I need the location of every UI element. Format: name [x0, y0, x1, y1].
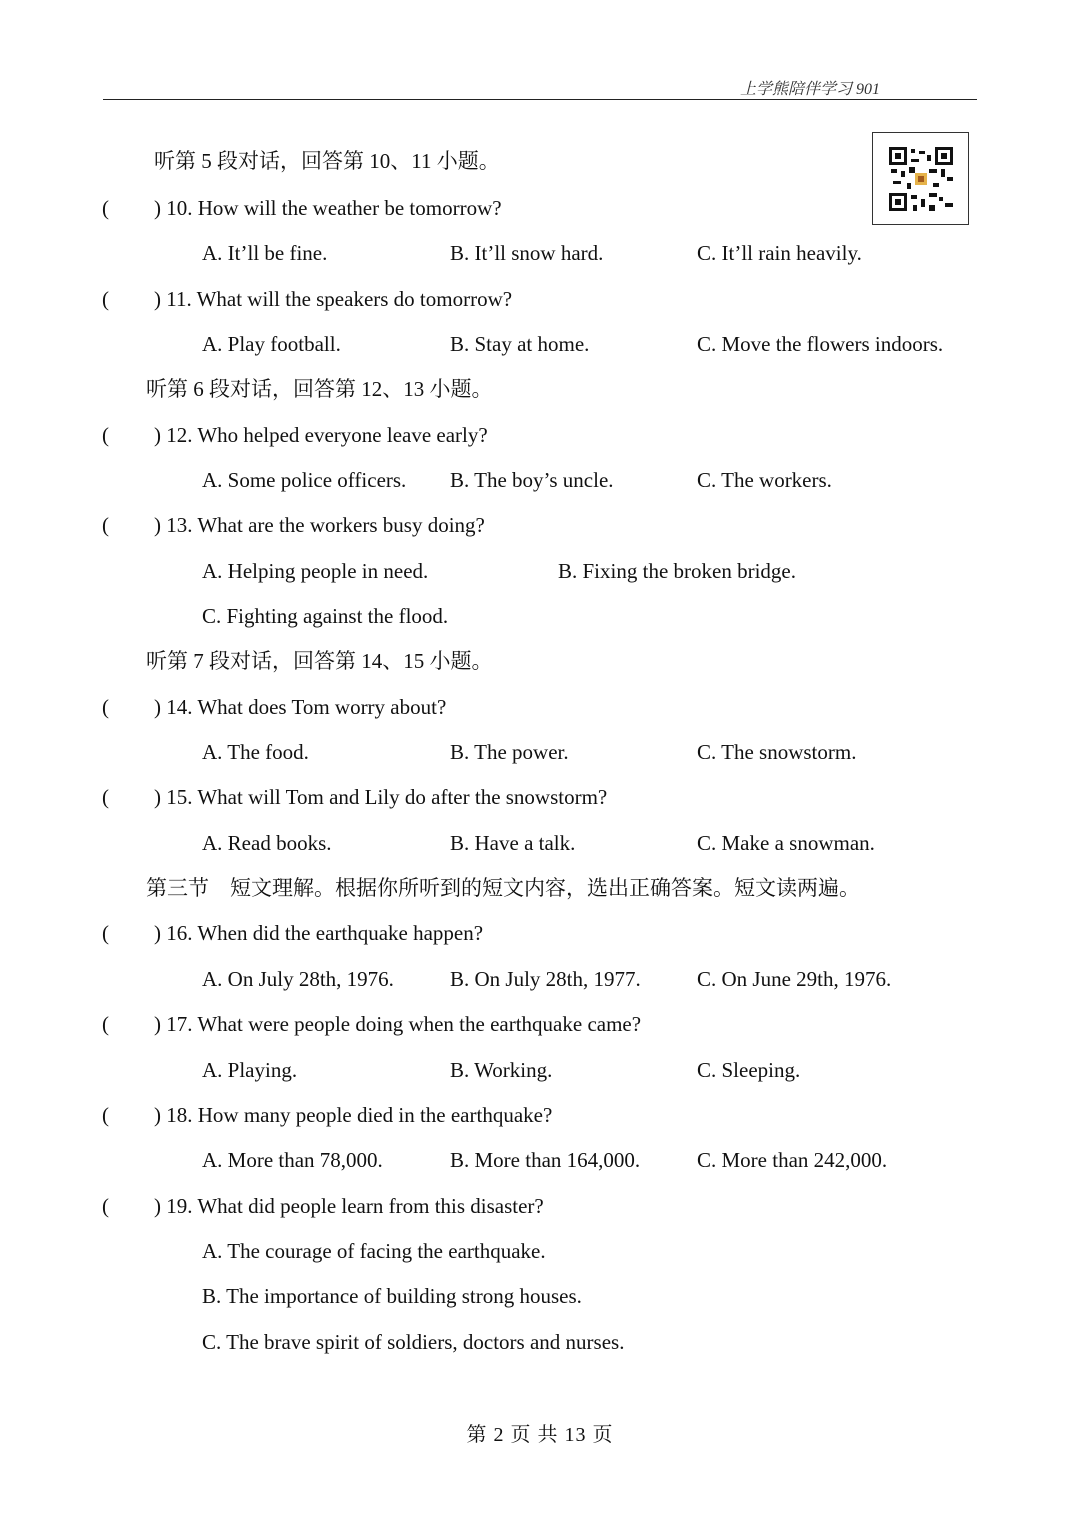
options-14: [0, 737, 1080, 767]
option-b: B. Stay at home.: [450, 332, 590, 356]
question-text: ) 16. When did the earthquake happen?: [154, 921, 484, 945]
answer-blank[interactable]: (: [102, 1103, 109, 1127]
option-b: B. Have a talk.: [450, 831, 576, 855]
option-c: C. The snowstorm.: [697, 740, 857, 764]
option-a: A. Play football.: [202, 332, 341, 356]
options-19-c: [0, 1327, 1080, 1357]
option-c: C. It’ll rain heavily.: [697, 241, 862, 265]
option-a: A. Playing.: [202, 1058, 298, 1082]
option-c: C. Make a snowman.: [697, 831, 875, 855]
question-16: [0, 918, 1080, 948]
question-text: ) 10. How will the weather be tomorrow?: [154, 196, 502, 220]
option-a: A. On July 28th, 1976.: [202, 967, 394, 991]
section-5-title: 听第 5 段对话，回答第 10、11 小题。: [154, 149, 500, 173]
option-a: A. Helping people in need.: [202, 559, 429, 583]
question-12: [0, 420, 1080, 450]
option-b: B. On July 28th, 1977.: [450, 967, 641, 991]
answer-blank[interactable]: (: [102, 513, 109, 537]
question-text: ) 14. What does Tom worry about?: [154, 695, 447, 719]
options-16: [0, 964, 1080, 994]
options-10: [0, 238, 1080, 268]
section-6-title: 听第 6 段对话，回答第 12、13 小题。: [146, 377, 493, 401]
option-c: C. On June 29th, 1976.: [697, 967, 892, 991]
answer-blank[interactable]: (: [102, 423, 109, 447]
option-c: C. The brave spirit of soldiers, doctors and nurses.: [202, 1330, 625, 1354]
section-heading-7: [0, 646, 1080, 676]
page-number: 第 2 页 共 13 页: [466, 1424, 614, 1446]
option-c: C. More than 242,000.: [697, 1148, 888, 1172]
option-c: C. Sleeping.: [697, 1058, 801, 1082]
option-a: A. It’ll be fine.: [202, 241, 328, 265]
question-11: [0, 284, 1080, 314]
answer-blank[interactable]: (: [102, 785, 109, 809]
options-19-a: [0, 1236, 1080, 1266]
option-b: B. Fixing the broken bridge.: [558, 559, 796, 583]
option-a: A. Read books.: [202, 831, 332, 855]
option-c: C. Fighting against the flood.: [202, 604, 449, 628]
question-17: [0, 1009, 1080, 1039]
options-13-c: [0, 601, 1080, 631]
question-14: [0, 692, 1080, 722]
answer-blank[interactable]: (: [102, 1194, 109, 1218]
options-12: [0, 465, 1080, 495]
options-19-b: [0, 1281, 1080, 1311]
page-header: 上学熊陪伴学习 901: [740, 81, 881, 98]
option-a: A. More than 78,000.: [202, 1148, 383, 1172]
option-b: B. The boy’s uncle.: [450, 468, 614, 492]
question-19: [0, 1191, 1080, 1221]
header-divider: [103, 99, 977, 100]
option-b: B. It’ll snow hard.: [450, 241, 604, 265]
option-b: B. The power.: [450, 740, 569, 764]
option-c: C. Move the flowers indoors.: [697, 332, 944, 356]
option-b: B. More than 164,000.: [450, 1148, 641, 1172]
question-13: [0, 510, 1080, 540]
option-b: B. The importance of building strong houses.: [202, 1284, 582, 1308]
options-11: [0, 329, 1080, 359]
options-18: [0, 1145, 1080, 1175]
option-c: C. The workers.: [697, 468, 832, 492]
question-text: ) 18. How many people died in the earthquake?: [154, 1103, 553, 1127]
answer-blank[interactable]: (: [102, 287, 109, 311]
question-10: [0, 193, 1080, 223]
answer-blank[interactable]: (: [102, 1012, 109, 1036]
answer-blank[interactable]: (: [102, 921, 109, 945]
question-text: ) 19. What did people learn from this disaster?: [154, 1194, 544, 1218]
question-18: [0, 1100, 1080, 1130]
option-b: B. Working.: [450, 1058, 553, 1082]
question-text: ) 15. What will Tom and Lily do after the snowstorm?: [154, 785, 608, 809]
question-text: ) 17. What were people doing when the earthquake came?: [154, 1012, 642, 1036]
option-a: A. The courage of facing the earthquake.: [202, 1239, 546, 1263]
option-a: A. Some police officers.: [202, 468, 407, 492]
section-heading-6: [0, 374, 1080, 404]
section-3-title: 第三节 短文理解。根据你所听到的短文内容，选出正确答案。短文读两遍。: [146, 876, 860, 900]
option-a: A. The food.: [202, 740, 309, 764]
section-heading-5: [0, 146, 1080, 176]
question-text: ) 11. What will the speakers do tomorrow?: [154, 287, 513, 311]
options-17: [0, 1055, 1080, 1085]
section-heading-3: [0, 873, 1080, 903]
question-text: ) 12. Who helped everyone leave early?: [154, 423, 488, 447]
section-7-title: 听第 7 段对话，回答第 14、15 小题。: [146, 649, 493, 673]
question-15: [0, 782, 1080, 812]
answer-blank[interactable]: (: [102, 695, 109, 719]
question-text: ) 13. What are the workers busy doing?: [154, 513, 485, 537]
options-15: [0, 828, 1080, 858]
answer-blank[interactable]: (: [102, 196, 109, 220]
options-13: [0, 556, 1080, 586]
